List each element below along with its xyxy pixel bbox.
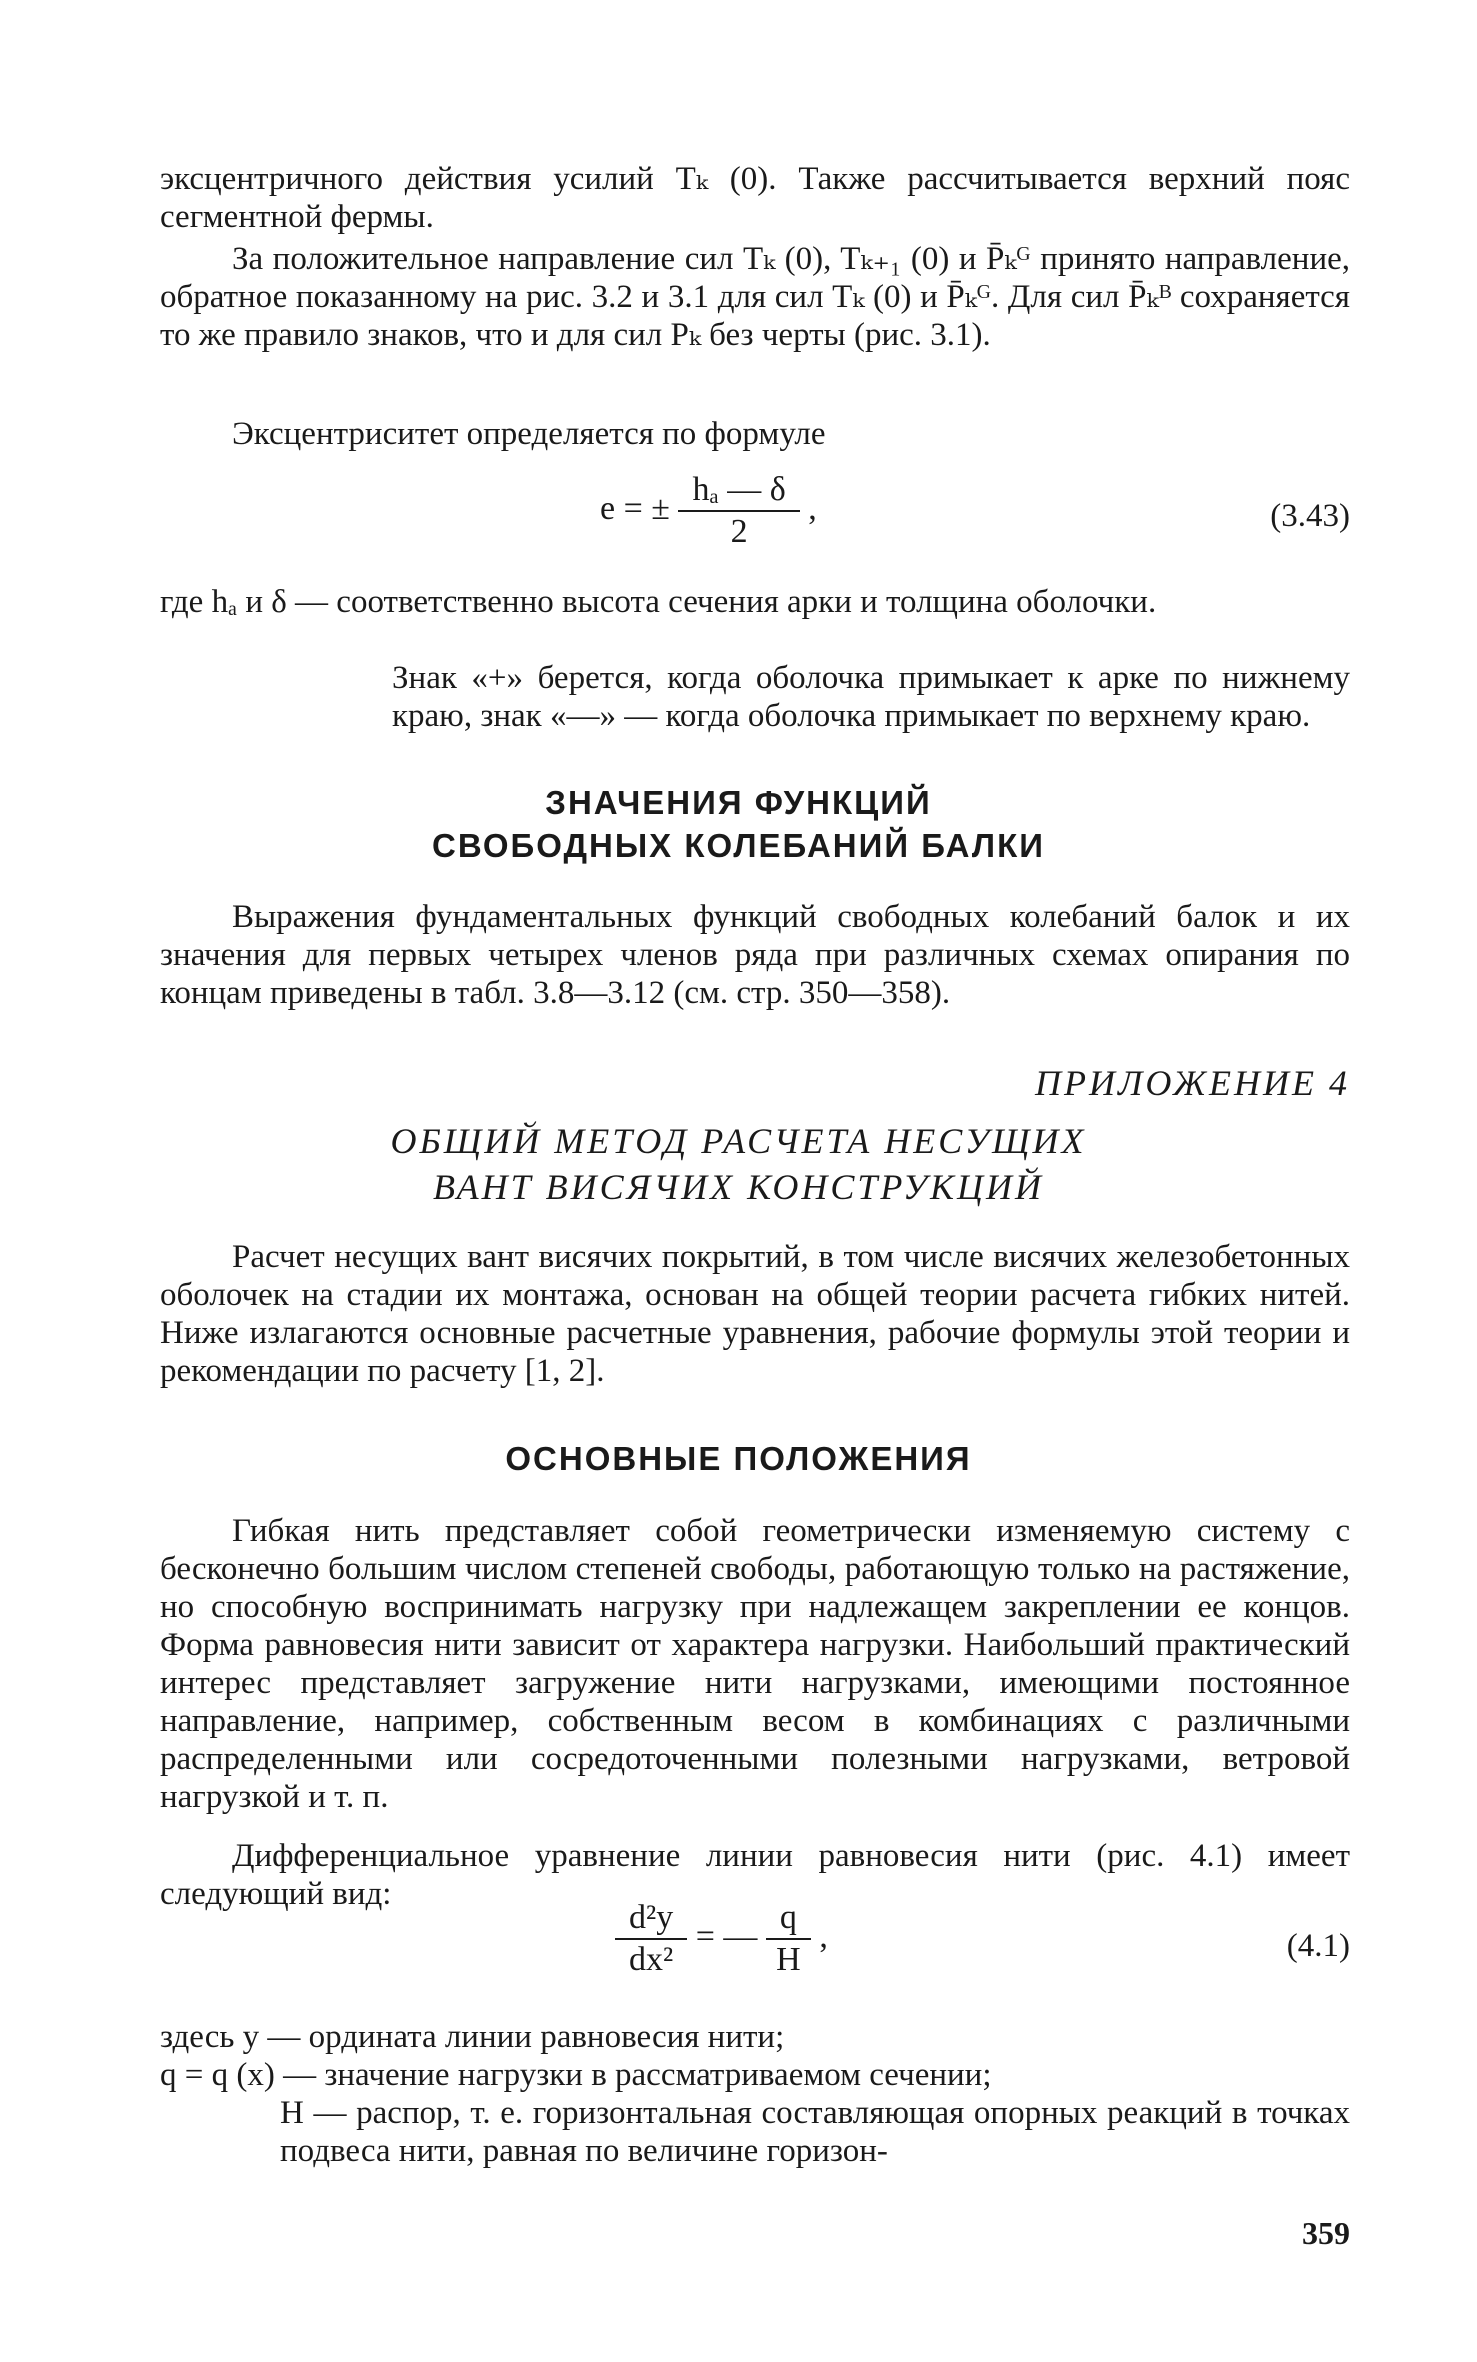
appendix-title-line-1: ОБЩИЙ МЕТОД РАСЧЕТА НЕСУЩИХ xyxy=(390,1121,1087,1161)
fraction-numerator: hₐ — δ xyxy=(678,470,799,512)
page-number: 359 xyxy=(1302,2215,1350,2251)
section-heading-line-2: СВОБОДНЫХ КОЛЕБАНИЙ БАЛКИ xyxy=(432,827,1045,864)
sign-note: Знак «+» берется, когда оболочка примыкает к арке по нижнему краю, знак «—» — когда оболочка примыкает по верхнему краю. xyxy=(392,660,1350,734)
paragraph-cable-intro: Расчет несущих вант висячих покрытий, в том числе висячих железобетонных оболочек на стадии их монтажа, основан на общей теории расчета гибких нитей. Ниже излагаются основные расчетные уравнения, рабочие формулы этой теории и рекомендации по расчету [1, 2]. xyxy=(160,1239,1350,1389)
section-heading-line-1: ЗНАЧЕНИЯ ФУНКЦИЙ xyxy=(545,784,932,821)
rhs-denominator: H xyxy=(776,1941,801,1978)
paragraph-sign-convention: За положительное направление сил Tₖ (0), Tₖ₊₁ (0) и P̄ₖᴳ принято направление, обратное показанному на рис. 3.2 и 3.1 для сил Tₖ (0) и P̄ₖᴳ. Для сил P̄ₖᴮ сохраняется то же правило знаков, что и для сил Pₖ без черты (рис. 3.1). xyxy=(160,241,1350,353)
formula-equals: = — xyxy=(695,1917,758,1955)
formula-lhs: e = ± xyxy=(600,489,670,527)
appendix-label: ПРИЛОЖЕНИЕ 4 xyxy=(1035,1063,1350,1103)
rhs-numerator: q xyxy=(766,1898,811,1940)
paragraph-free-vibrations: Выражения фундаментальных функций свободных колебаний балок и их значения для первых четырех членов ряда при различных схемах опирания по концам приведены в табл. 3.8—3.12 (см. стр. 350—358). xyxy=(160,899,1350,1011)
paragraph-flexible-thread: Гибкая нить представляет собой геометрически изменяемую систему с бесконечно большим числом степеней свободы, работающую только на растяжение, но способную воспринимать нагрузку при надлежащем закреплении ее концов. Форма равновесия нити зависит от характера нагрузки. Наибольший практический интерес представляет загружение нити нагрузками, имеющими постоянное направление, например, собственным весом в комбинациях с различными распределенными или сосредоточенными полезными нагрузками, ветровой нагрузкой и т. п. xyxy=(160,1513,1350,1815)
formula-4-1 xyxy=(615,1898,828,1980)
definition-y: здесь y — ордината линии равновесия нити; xyxy=(160,2019,785,2055)
appendix-title-line-2: ВАНТ ВИСЯЧИХ КОНСТРУКЦИЙ xyxy=(433,1167,1044,1207)
equation-number-4-1: (4.1) xyxy=(1286,1928,1350,1964)
equation-number-3-43: (3.43) xyxy=(1270,498,1350,534)
lhs-numerator: d²y xyxy=(615,1898,687,1940)
formula-explanation: где hₐ и δ — соответственно высота сечения арки и толщина оболочки. xyxy=(160,584,1157,620)
paragraph-continuation: эксцентричного действия усилий Tₖ (0). Также рассчитывается верхний пояс сегментной фермы. xyxy=(160,161,1350,235)
formula-fraction xyxy=(678,470,799,552)
formula-lhs-fraction xyxy=(615,1898,687,1980)
definition-q: q = q (x) — значение нагрузки в рассматриваемом сечении; xyxy=(160,2057,992,2093)
paragraph-differential-equation: Дифференциальное уравнение линии равновесия нити (рис. 4.1) имеет следующий вид: xyxy=(160,1838,1350,1912)
lhs-denominator: dx² xyxy=(629,1941,674,1978)
formula-tail: , xyxy=(808,489,817,527)
paragraph-eccentricity: Эксцентриситет определяется по формуле xyxy=(232,416,826,452)
formula-3-43 xyxy=(600,470,817,552)
formula-rhs-fraction xyxy=(766,1898,811,1980)
section-heading-basics: ОСНОВНЫЕ ПОЛОЖЕНИЯ xyxy=(505,1440,972,1477)
definition-h: H — распор, т. е. горизонтальная составляющая опорных реакций в точках подвеса нити, равная по величине горизон- xyxy=(280,2095,1350,2169)
formula-tail: , xyxy=(819,1917,828,1955)
fraction-denominator: 2 xyxy=(730,513,748,550)
